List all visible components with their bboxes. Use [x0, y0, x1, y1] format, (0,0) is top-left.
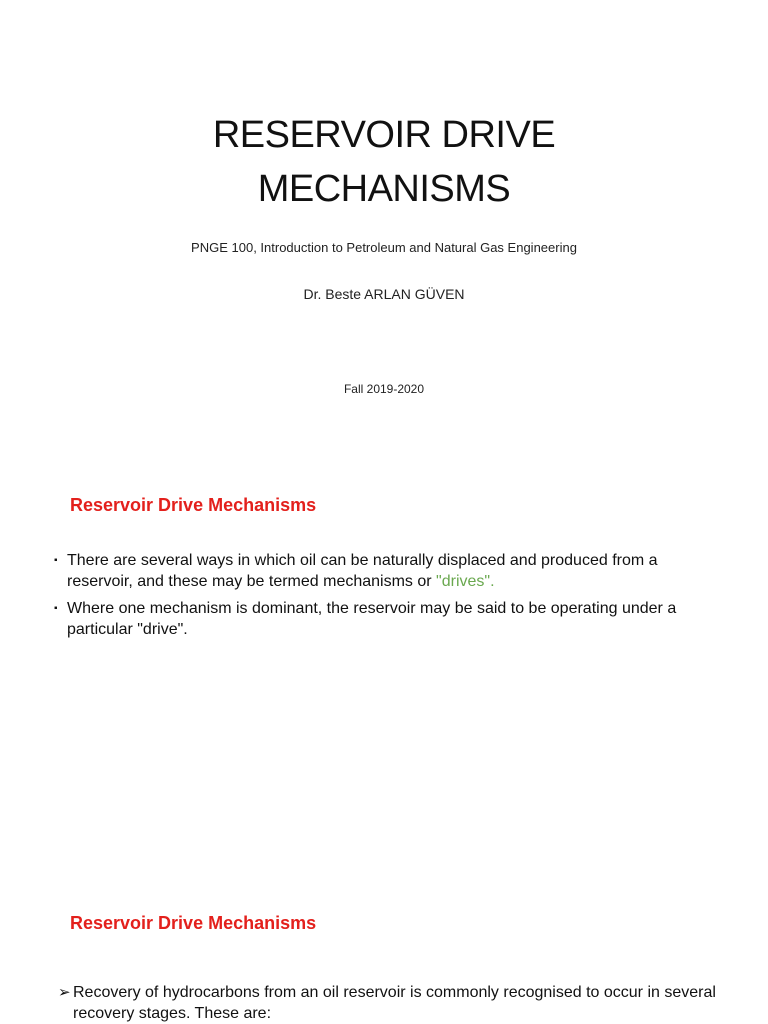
- author-name: Dr. Beste ARLAN GÜVEN: [303, 286, 465, 302]
- square-bullet-icon: ▪: [54, 555, 58, 566]
- slide-heading: Reservoir Drive Mechanisms: [70, 495, 317, 515]
- content-slide-2: [0, 880, 768, 1024]
- slide-title-line-2: MECHANISMS: [257, 168, 511, 210]
- course-subtitle: PNGE 100, Introduction to Petroleum and Natural Gas Engineering: [191, 240, 577, 255]
- bullet-text: Recovery of hydrocarbons from an oil reservoir is commonly recognised to occur in several recovery stages. These are:: [73, 984, 716, 1022]
- list-item: [58, 982, 718, 1024]
- bullet-text: Where one mechanism is dominant, the reservoir may be said to be operating under a particular "drive".: [67, 600, 677, 638]
- list-item: [54, 550, 714, 592]
- bullet-list: [54, 550, 714, 646]
- list-item: [54, 598, 714, 640]
- content-slide-1: [0, 460, 768, 880]
- bullet-text: There are several ways in which oil can be naturally displaced and produced from a reservoir, and these may be termed mechanisms or: [67, 552, 658, 590]
- bullet-list: [58, 982, 718, 1024]
- slide-title: [0, 108, 768, 216]
- square-bullet-icon: ▪: [54, 603, 58, 614]
- slide-title-line-1: RESERVOIR DRIVE: [212, 114, 556, 156]
- arrow-bullet-icon: ➢: [58, 984, 71, 1001]
- drives-highlight: "drives".: [436, 573, 495, 590]
- term-label: Fall 2019-2020: [343, 382, 425, 396]
- title-slide: [0, 0, 768, 460]
- slide-heading: Reservoir Drive Mechanisms: [70, 913, 317, 933]
